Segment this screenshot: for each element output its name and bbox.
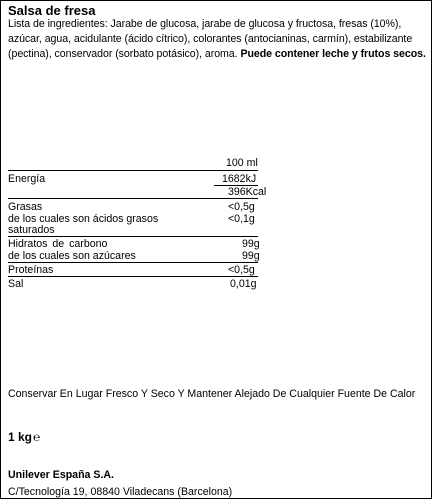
energy-kj-value: 1682kJ (222, 173, 257, 185)
carbs-label: Hidratos de carbono (8, 238, 108, 250)
energy-label: Energía (8, 173, 46, 185)
storage-instructions: Conservar En Lugar Fresco Y Seco Y Mantener Alejado De Cualquier Fuente De Calor (8, 388, 416, 400)
saturates-value: <0,1g (228, 213, 255, 225)
protein-label: Proteínas (8, 264, 54, 276)
allergen-warning: Puede contener leche y frutos secos. (240, 48, 426, 60)
estimated-sign-icon: ℮ (33, 430, 41, 444)
carbs-value: 99g (242, 238, 260, 250)
ingredients-text: Lista de ingredientes: Jarabe de glucosa, jarabe de glucosa y fructosa, fresas (10%), azúcar, agua, acidulante (ácido cítrico), colorantes (antocianinas, carmín), estabilizante (pectina), conservador (sorbato potásico), aroma. (8, 18, 413, 60)
nutrition-divider (8, 262, 258, 263)
fat-value: <0,5g (228, 201, 255, 213)
nutrition-divider (8, 170, 258, 171)
sugars-value: 99g (242, 250, 260, 262)
product-title: Salsa de fresa (8, 3, 96, 18)
protein-value: <0,5g (228, 264, 255, 276)
sugars-label: de los cuales son azúcares (8, 250, 136, 262)
salt-value: 0,01g (230, 278, 257, 290)
ingredients-list (8, 17, 428, 62)
saturates-label: de los cuales son ácidos grasos (8, 213, 159, 225)
saturates-label-cont: saturados (8, 224, 55, 236)
net-weight-value: 1 kg (8, 430, 33, 444)
nutrition-per-header: 100 ml (226, 157, 258, 169)
company-name: Unilever España S.A. (8, 469, 114, 481)
energy-kcal-value: 396Kcal (228, 186, 267, 198)
net-weight (8, 430, 40, 444)
fat-label: Grasas (8, 201, 43, 213)
nutrition-divider (8, 198, 258, 199)
salt-label: Sal (8, 278, 24, 290)
nutrition-divider (8, 276, 258, 277)
company-address: C/Tecnología 19, 08840 Viladecans (Barcelona) (8, 486, 233, 498)
nutrition-divider (8, 236, 258, 237)
